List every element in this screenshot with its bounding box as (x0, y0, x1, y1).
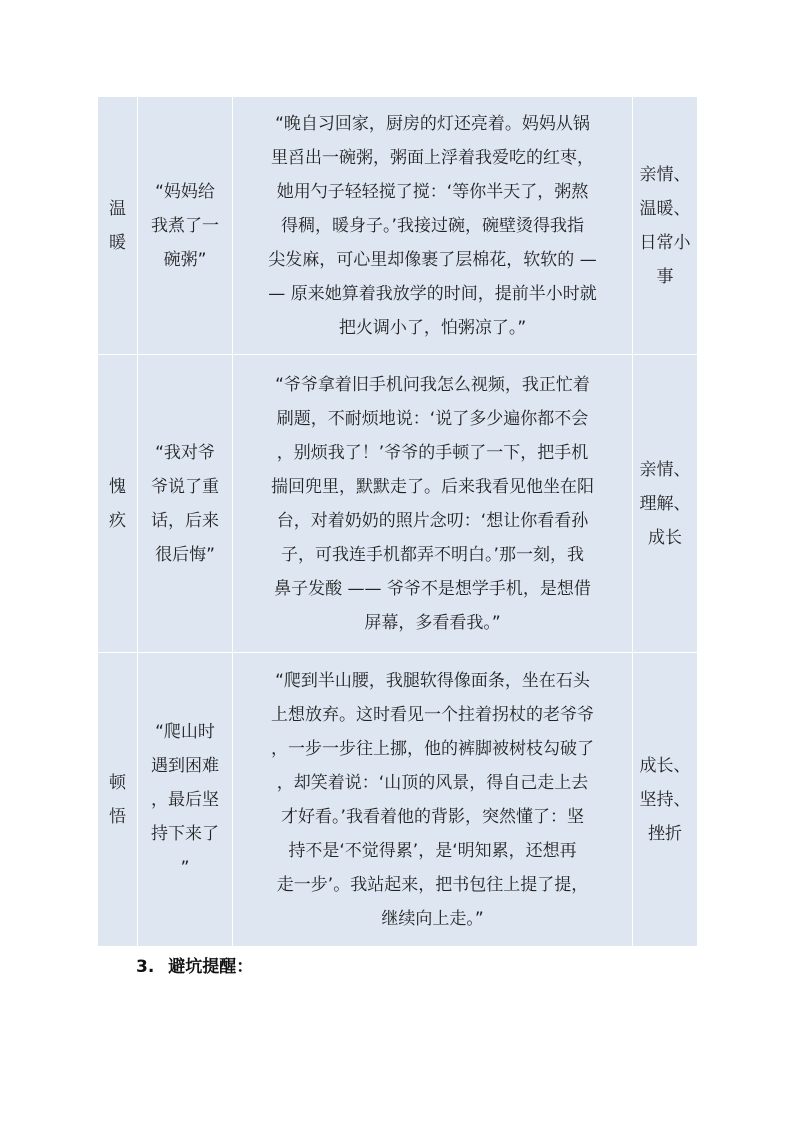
example-text-cell: “爬到半山腰，我腿软得像面条，坐在石头 上想放弃。这时看见一个拄着拐杖的老爷爷 ，一步一步往上挪，他的裤脚被树枝勾破了 ，却笑着说：‘山顶的风景，得自己走上去 才好看。’我看着他的背影，突然懂了：坚 持不是‘不觉得累’，是‘明知累，还想再 走一步’。我站起来，把书包往上提了提， 继续向上走。” (233, 653, 633, 947)
table-row (98, 355, 698, 653)
section-heading (136, 955, 253, 979)
topic-cell: “妈妈给 我煮了一 碗粥” (138, 97, 233, 355)
section-number: 3. (136, 957, 155, 977)
example-table (97, 96, 698, 947)
tags-cell: 亲情、 理解、 成长 (633, 355, 698, 653)
emotion-cell: 温 暖 (98, 97, 138, 355)
emotion-cell: 愧 疚 (98, 355, 138, 653)
example-text-cell: “晚自习回家，厨房的灯还亮着。妈妈从锅 里舀出一碗粥，粥面上浮着我爱吃的红枣， 她用勺子轻轻搅了搅：‘等你半天了，粥熬 得稠，暖身子。’我接过碗，碗壁烫得我指 尖发麻，可心里却像裹了层棉花，软软的 — — 原来她算着我放学的时间，提前半小时就 把火调小了，怕粥凉了。” (233, 97, 633, 355)
table-row (98, 97, 698, 355)
emotion-cell: 顿 悟 (98, 653, 138, 947)
topic-cell: “爬山时 遇到困难 ，最后坚 持下来了 ” (138, 653, 233, 947)
table-row (98, 653, 698, 947)
tags-cell: 成长、 坚持、 挫折 (633, 653, 698, 947)
example-text-cell: “爷爷拿着旧手机问我怎么视频，我正忙着 刷题，不耐烦地说：‘说了多少遍你都不会 ，别烦我了！’爷爷的手顿了一下，把手机 揣回兜里，默默走了。后来我看见他坐在阳 台，对着奶奶的照片念叨：‘想让你看看孙 子，可我连手机都弄不明白。’那一刻，我 鼻子发酸 —— 爷爷不是想学手机，是想借 屏幕，多看看我。” (233, 355, 633, 653)
section-title: 避坑提醒： (168, 957, 254, 977)
topic-cell: “我对爷 爷说了重 话，后来 很后悔” (138, 355, 233, 653)
tags-cell: 亲情、 温暖、 日常小 事 (633, 97, 698, 355)
